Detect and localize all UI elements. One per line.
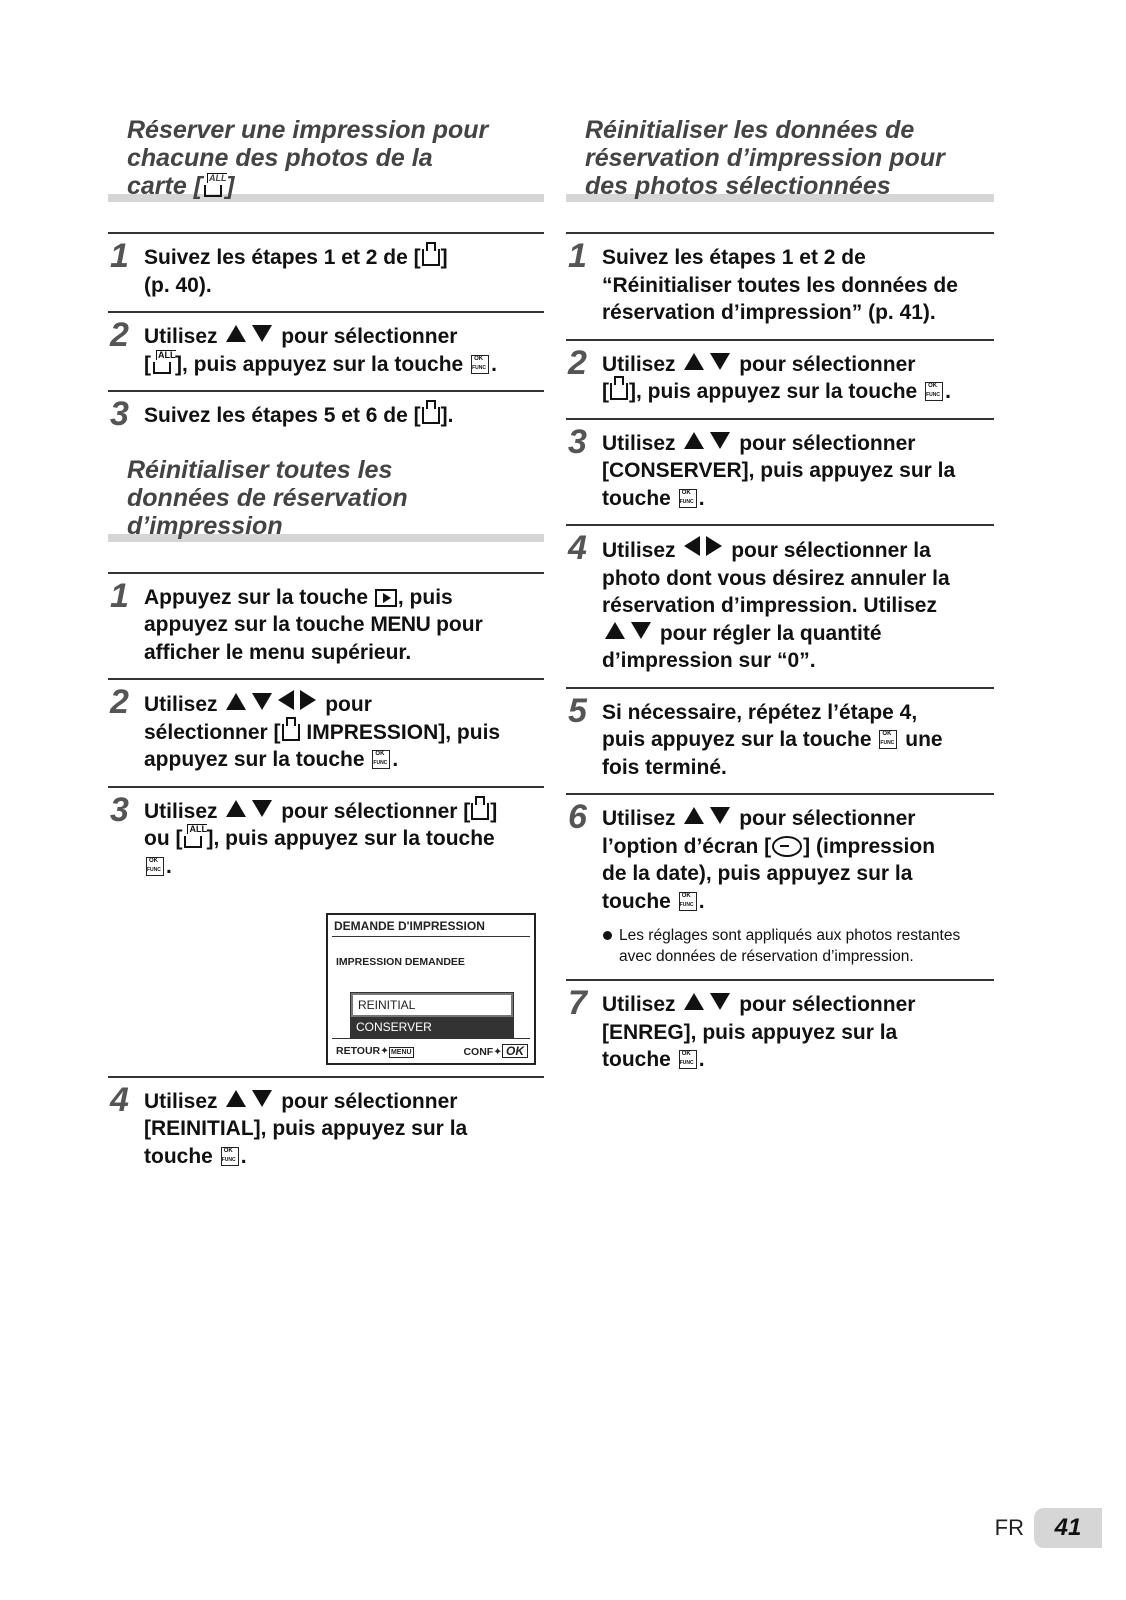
arrow-down-icon (710, 993, 730, 1010)
camera-screen-illustration (326, 913, 536, 1065)
ok-func-button-icon (471, 355, 489, 374)
right-column (566, 116, 994, 1086)
step-1: 1 Appuyez sur la touche , puis appuyez sur la touche MENU pour afficher le menu supérieur. (108, 572, 544, 679)
print-icon (282, 724, 300, 741)
screen-options (350, 992, 514, 1038)
arrow-up-icon (605, 622, 625, 639)
screen-subtitle: IMPRESSION DEMANDEE (336, 956, 465, 968)
arrow-down-icon (252, 1090, 272, 1107)
step-3: 3 Utilisez pour sélectionner [ ] ou [ ALL ], puis appuyez sur la touche OK FUNC. (108, 786, 544, 1042)
print-icon (471, 803, 489, 820)
screen-footer-divider (332, 1038, 530, 1039)
screen-title: DEMANDE D'IMPRESSION (334, 919, 485, 933)
page-number: 41 (1034, 1508, 1102, 1548)
arrow-left-icon (278, 690, 294, 710)
print-all-icon: ALL (203, 176, 225, 198)
ok-func-button-icon (679, 489, 697, 508)
step-4: 4 Utilisez pour sélectionner [REINITIAL], puis appuyez sur la touche OK FUNC . (108, 1076, 544, 1183)
print-all-icon: ALL (183, 827, 205, 849)
print-icon (610, 383, 628, 400)
playback-button-icon (375, 589, 397, 607)
page-footer (995, 1508, 1102, 1548)
step-1: 1 Suivez les étapes 1 et 2 de [ ] (p. 40). (108, 232, 544, 311)
note-bullet: Les réglages sont appliqués aux photos restantes avec données de réservation d’impression. (602, 925, 994, 967)
section-heading-reserve-all: Réserver une impression pour chacune des photos de la carte [ ALL ] (127, 116, 489, 200)
arrow-up-icon (226, 800, 246, 817)
step-2: 2 Utilisez pour sélectionner [ ALL ], puis appuyez sur la touche OK FUNC . (108, 311, 544, 390)
step-2: 2 Utilisez pour sélectionner [ IMPRESSION], puis appuyez sur la touche OK FUNC . (108, 678, 544, 786)
ok-func-button-icon (679, 1050, 697, 1069)
ok-func-button-icon (925, 382, 943, 401)
menu-button-label: MENU (370, 613, 431, 636)
ok-func-button-icon (221, 1147, 239, 1166)
arrow-up-icon (226, 1090, 246, 1107)
print-icon (422, 407, 440, 424)
arrow-down-icon (252, 693, 272, 710)
arrow-down-icon (710, 807, 730, 824)
date-clock-icon (772, 836, 802, 857)
screen-footer-confirm: CONF✦ OK (463, 1044, 528, 1058)
arrow-left-icon (684, 536, 700, 556)
arrow-up-icon (684, 807, 704, 824)
step-3: 3 Utilisez pour sélectionner [CONSERVER], puis appuyez sur la touche OK FUNC . (566, 418, 994, 525)
arrow-down-icon (631, 622, 651, 639)
ok-func-button-icon (146, 857, 164, 876)
arrow-up-icon (226, 693, 246, 710)
screen-option-reinitial: REINITIAL (351, 993, 513, 1017)
step-5: 5 Si nécessaire, répétez l’étape 4, puis appuyez sur la touche OK FUNC une fois terminé. (566, 687, 994, 794)
arrow-up-icon (684, 993, 704, 1010)
ok-func-button-icon (372, 750, 390, 769)
step-1: 1 Suivez les étapes 1 et 2 de “Réinitialiser toutes les données de réservation d’impression” (p. 41). (566, 232, 994, 339)
step-3: 3 Suivez les étapes 5 et 6 de [ ]. (108, 390, 544, 456)
arrow-up-icon (684, 432, 704, 449)
screen-option-conserver: CONSERVER (351, 1017, 513, 1037)
ok-func-button-icon (679, 892, 697, 911)
screen-title-divider (332, 936, 530, 937)
arrow-down-icon (710, 353, 730, 370)
arrow-up-icon (226, 325, 246, 342)
step-2: 2 Utilisez pour sélectionner [ ], puis appuyez sur la touche OK FUNC . (566, 339, 994, 418)
arrow-right-icon (706, 536, 722, 556)
arrow-up-icon (684, 353, 704, 370)
print-icon (422, 249, 440, 266)
section-heading-reset-all: Réinitialiser toutes les données de réservation d’impression (127, 455, 408, 540)
step-4: 4 Utilisez pour sélectionner la photo dont vous désirez annuler la réservation d’impression. Utilisez pour régler la quantité d’impression sur “0”. (566, 524, 994, 687)
language-code: FR (994, 1515, 1024, 1540)
section-heading-reset-selected: Réinitialiser les données de réservation d’impression pour des photos sélectionnées (585, 116, 945, 200)
ok-func-button-icon (879, 730, 897, 749)
arrow-down-icon (252, 800, 272, 817)
arrow-down-icon (252, 325, 272, 342)
arrow-right-icon (300, 690, 316, 710)
print-all-icon: ALL (152, 353, 174, 375)
step-6: 6 Utilisez pour sélectionner l’option d’écran [ ] (impression de la date), puis appuyez sur la touche OK FUNC . Les réglages sont appliqués aux photos restantes avec données de réservation d’impression. (566, 793, 994, 979)
screen-footer-back: RETOUR✦ MENU (336, 1045, 412, 1057)
arrow-down-icon (710, 432, 730, 449)
step-7: 7 Utilisez pour sélectionner [ENREG], puis appuyez sur la touche OK FUNC . (566, 979, 994, 1086)
